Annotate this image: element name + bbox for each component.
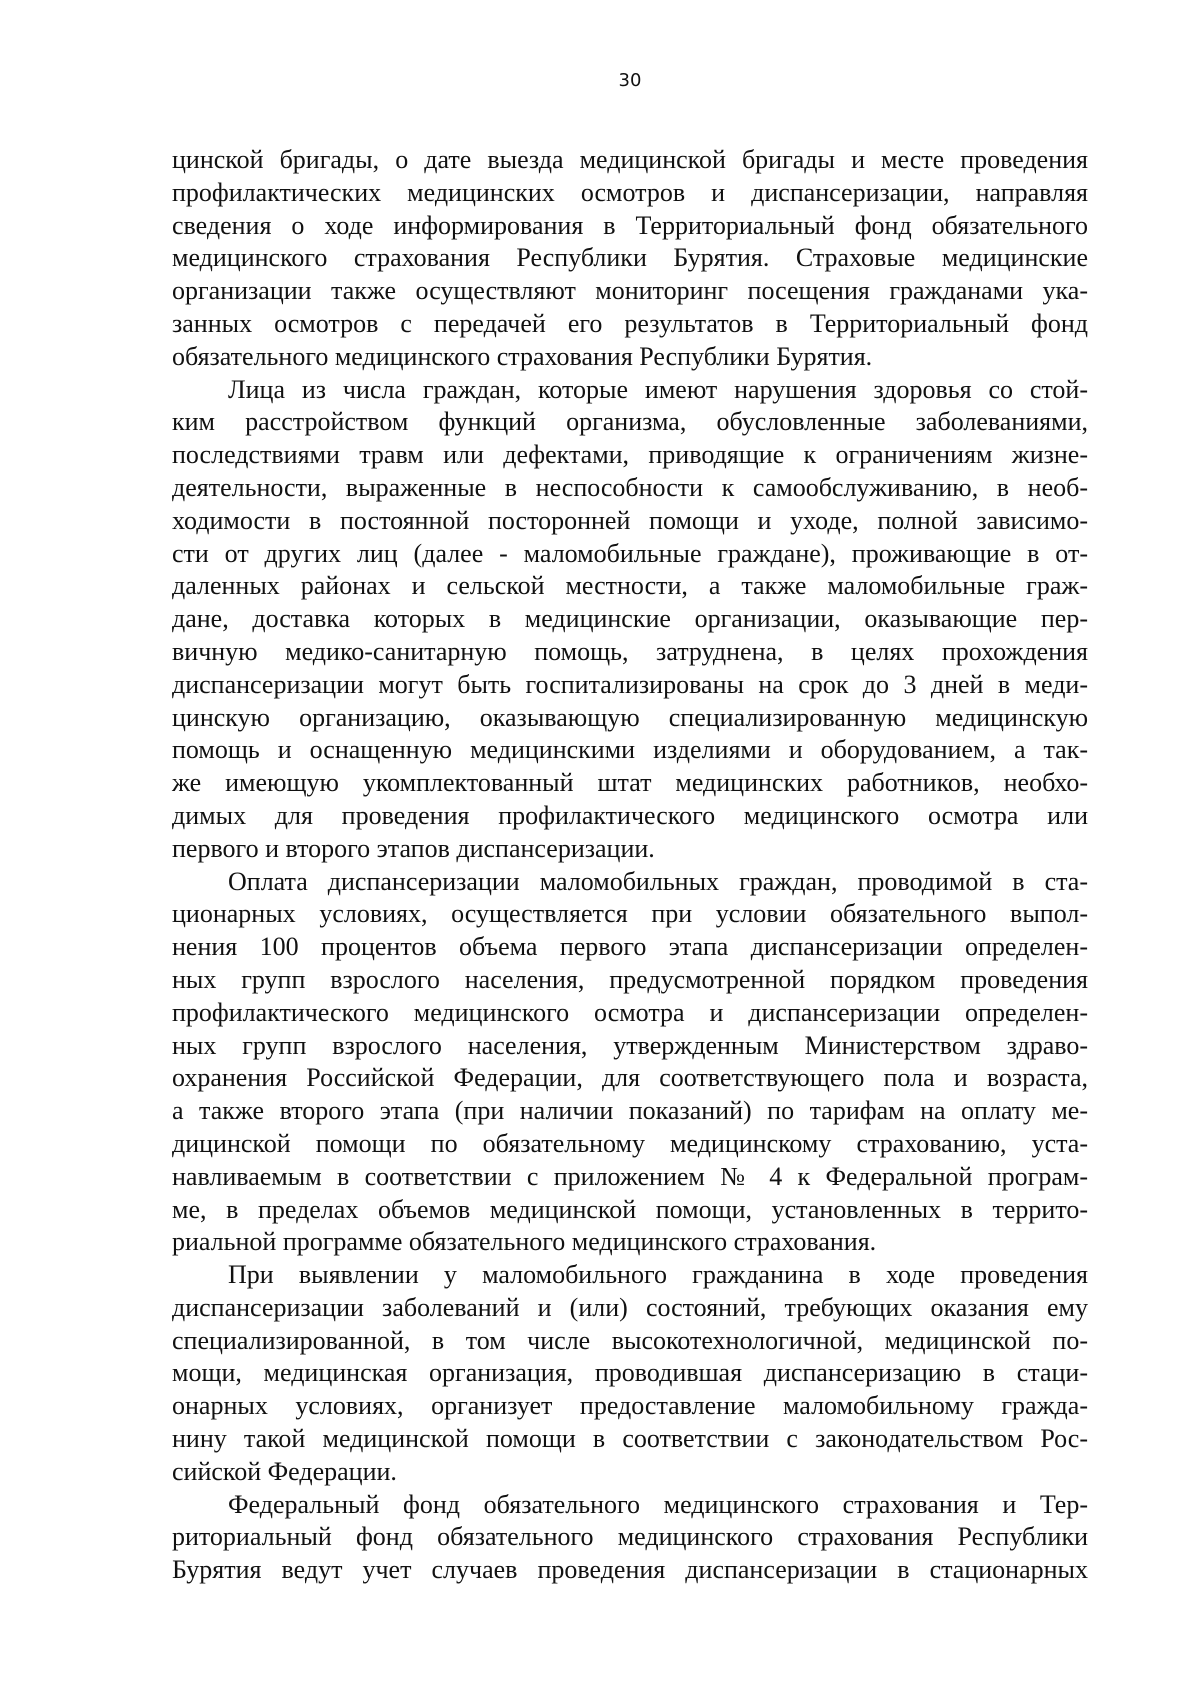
- text-line: ных групп взрослого населения, предусмотренной порядком проведения: [172, 964, 1088, 994]
- text-line: занных осмотров с передачей его результатов в Территориальный фонд: [172, 308, 1088, 338]
- paragraph: [172, 1259, 1088, 1489]
- text-line: нения 100 процентов объема первого этапа диспансеризации определен-: [172, 932, 1088, 962]
- text-line: ных групп взрослого населения, утвержденным Министерством здраво-: [172, 1030, 1088, 1060]
- paragraph: [172, 866, 1088, 1260]
- text-line: деятельности, выраженные в неспособности к самообслуживанию, в необ-: [172, 472, 1088, 502]
- text-line: дане, доставка которых в медицинские организации, оказывающие пер-: [172, 604, 1088, 634]
- text-line: сийской Федерации.: [172, 1456, 397, 1486]
- text-line: риториальный фонд обязательного медицинского страхования Республики: [172, 1522, 1088, 1552]
- paragraph: [172, 1489, 1088, 1587]
- text-line: организации также осуществляют мониторинг посещения гражданами ука-: [172, 276, 1088, 306]
- text-line: а также второго этапа (при наличии показаний) по тарифам на оплату ме-: [172, 1096, 1088, 1126]
- text-line: дицинской помощи по обязательному медицинскому страхованию, уста-: [172, 1128, 1088, 1158]
- text-line: последствиями травм или дефектами, приводящие к ограничениям жизне-: [172, 440, 1088, 470]
- text-line: помощь и оснащенную медицинскими изделиями и оборудованием, а так-: [172, 735, 1088, 765]
- text-line: онарных условиях, организует предоставление маломобильному гражда-: [172, 1391, 1088, 1421]
- text-line: даленных районах и сельской местности, а также маломобильные граж-: [172, 571, 1088, 601]
- text-line: риальной программе обязательного медицинского страхования.: [172, 1227, 877, 1257]
- text-line: диспансеризации могут быть госпитализированы на срок до 3 дней в меди-: [172, 669, 1088, 699]
- text-line: охранения Российской Федерации, для соответствующего пола и возраста,: [172, 1063, 1088, 1093]
- text-line: цинской бригады, о дате выезда медицинской бригады и месте проведения: [172, 145, 1088, 174]
- text-line: сведения о ходе информирования в Территориальный фонд обязательного: [172, 210, 1088, 240]
- text-line: ме, в пределах объемов медицинской помощи, установленных в террито-: [172, 1194, 1088, 1224]
- paragraph: [172, 374, 1088, 866]
- document-body: [172, 144, 1088, 1587]
- text-line: профилактических медицинских осмотров и диспансеризации, направляя: [172, 177, 1088, 207]
- text-line: димых для проведения профилактического медицинского осмотра или: [172, 800, 1088, 830]
- text-line: мощи, медицинская организация, проводившая диспансеризацию в стаци-: [172, 1358, 1088, 1388]
- text-line: цинскую организацию, оказывающую специализированную медицинскую: [172, 702, 1088, 732]
- text-line: же имеющую укомплектованный штат медицинских работников, необхо-: [172, 768, 1088, 798]
- text-line: диспансеризации заболеваний и (или) состояний, требующих оказания ему: [172, 1292, 1088, 1322]
- text-line: Лица из числа граждан, которые имеют нарушения здоровья со стой-: [228, 374, 1088, 404]
- text-line: медицинского страхования Республики Бурятия. Страховые медицинские: [172, 243, 1088, 273]
- text-line: специализированной, в том числе высокотехнологичной, медицинской по-: [172, 1325, 1088, 1355]
- text-line: Бурятия ведут учет случаев проведения диспансеризации в стационарных: [172, 1555, 1088, 1585]
- text-line: обязательного медицинского страхования Республики Бурятия.: [172, 341, 873, 371]
- text-line: ходимости в постоянной посторонней помощи и уходе, полной зависимо-: [172, 505, 1088, 535]
- text-line: Федеральный фонд обязательного медицинского страхования и Тер-: [228, 1489, 1088, 1519]
- text-line: вичную медико-санитарную помощь, затруднена, в целях прохождения: [172, 636, 1088, 666]
- text-line: профилактического медицинского осмотра и диспансеризации определен-: [172, 997, 1088, 1027]
- text-line: ким расстройством функций организма, обусловленные заболеваниями,: [172, 407, 1088, 437]
- text-line: ционарных условиях, осуществляется при условии обязательного выпол-: [172, 899, 1088, 929]
- paragraph: [172, 144, 1088, 374]
- text-line: навливаемым в соответствии с приложением № 4 к Федеральной програм-: [172, 1161, 1088, 1191]
- text-line: нину такой медицинской помощи в соответствии с законодательством Рос-: [172, 1424, 1088, 1454]
- page-number: 30: [618, 70, 642, 91]
- text-line: первого и второго этапов диспансеризации.: [172, 833, 655, 863]
- text-line: Оплата диспансеризации маломобильных граждан, проводимой в ста-: [228, 866, 1088, 896]
- text-line: При выявлении у маломобильного гражданина в ходе проведения: [228, 1260, 1088, 1290]
- text-line: сти от других лиц (далее - маломобильные граждане), проживающие в от-: [172, 538, 1088, 568]
